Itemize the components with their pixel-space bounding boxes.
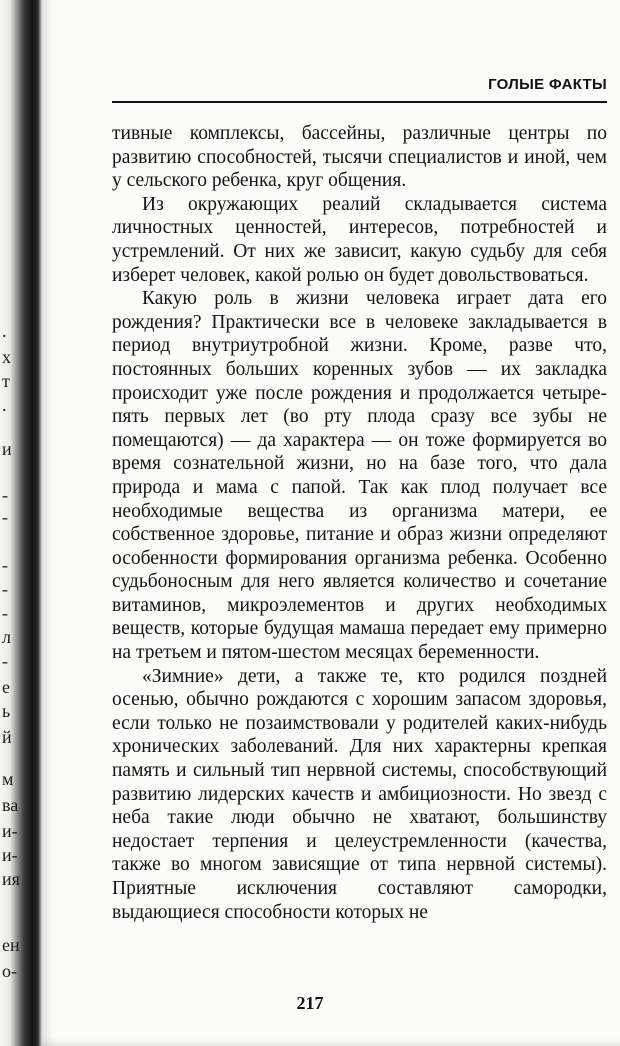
- margin-fragment: ь: [2, 701, 11, 721]
- margin-fragment: и-: [2, 821, 18, 841]
- margin-fragment: й: [2, 727, 12, 747]
- body-text: [112, 122, 607, 924]
- margin-fragment: -: [2, 651, 8, 671]
- running-head: ГОЛЫЕ ФАКТЫ: [488, 76, 607, 93]
- margin-fragment: и: [2, 439, 12, 459]
- margin-fragment: о-: [2, 961, 17, 981]
- margin-fragment: .: [2, 321, 7, 341]
- spine-shadow: [42, 0, 54, 1046]
- margin-fragment: -: [2, 507, 8, 527]
- margin-fragment: м: [2, 769, 14, 789]
- margin-fragment: -: [2, 555, 8, 575]
- margin-fragment: е: [2, 677, 10, 697]
- paragraph: «Зимние» дети, а также те, кто родился поздней осенью, обычно рождаются с хорошим запасом здоровья, если только не позаимствовали у родителей каких-нибудь хронических заболеваний. Для них характерны крепкая память и сильный тип нервной системы, способствующий развитию лидерских качеств и амбициозности. Но звезд с неба такие люди обычно не хватают, большинству недостает терпения и целеустремленности (качества, также во многом зависящие от типа нервной системы). Приятные исключения составляют самородки, выдающиеся способности которых не: [112, 665, 607, 923]
- header-rule: [112, 101, 607, 103]
- paragraph: Какую роль в жизни человека играет дата его рождения? Практически все в человеке закладывается в период внутриутробной жизни. Кроме, разве что, постоянных больших коренных зубов — их закладка происходит уже после рождения и продолжается четыре-пять первых лет (во рту плода сразу все зубы не помещаются) — да характера — он тоже формируется во время сознательной жизни, но на базе того, что дала природа и мама с папой. Так как плод получает все необходимые вещества из организма матери, ее собственное здоровье, питание и образ жизни определяют особенности формирования организма ребенка. Особенно судьбоносным для него является количество и сочетание витаминов, микроэлементов и других необходимых веществ, которые будущая мамаша передает ему примерно на третьем и пятом-шестом месяцах беременности.: [112, 288, 607, 664]
- page-number: 217: [296, 993, 324, 1013]
- margin-fragment: ия: [2, 869, 20, 889]
- margin-fragment: ва: [2, 795, 19, 815]
- scan-edge: [42, 1038, 620, 1046]
- paragraph: Из окружающих реалий складывается система личностных ценностей, интересов, потребностей и устремлений. От них же зависит, какую судьбу для себя изберет человек, какой ролью он будет довольствоваться.: [112, 193, 607, 286]
- adjacent-page-fragments: [0, 0, 22, 1046]
- margin-fragment: ен: [2, 935, 20, 955]
- margin-fragment: -: [2, 579, 8, 599]
- page-header: [112, 76, 607, 106]
- margin-fragment: -: [2, 603, 8, 623]
- margin-fragment: л: [2, 627, 11, 647]
- margin-fragment: .: [2, 395, 7, 415]
- margin-fragment: х: [2, 347, 11, 367]
- margin-fragment: и-: [2, 845, 18, 865]
- paragraph: тивные комплексы, бассейны, различные центры по развитию способностей, тысячи специалистов и иной, чем у сельского ребенка, круг общения.: [112, 123, 607, 192]
- margin-fragment: т: [2, 371, 10, 391]
- margin-fragment: -: [2, 485, 8, 505]
